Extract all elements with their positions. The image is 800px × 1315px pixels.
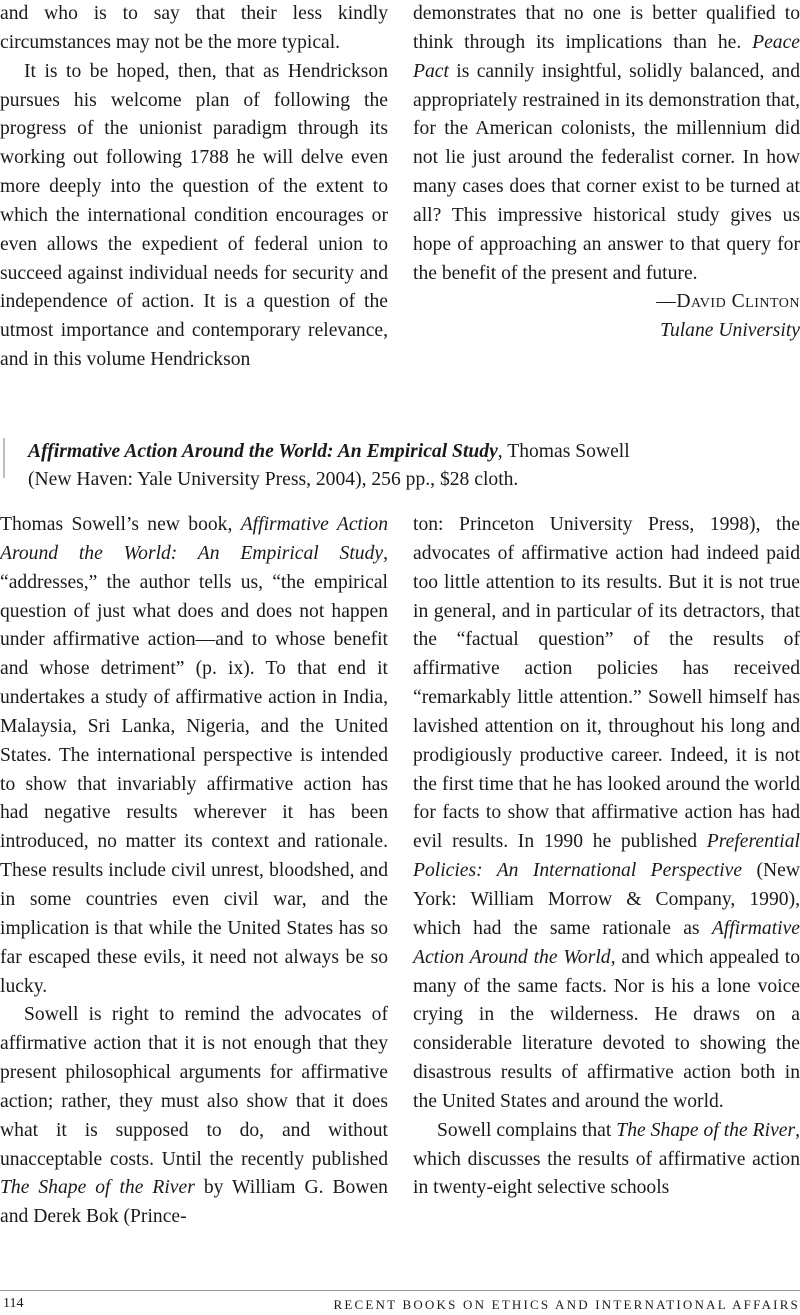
bottom-left-paragraph-1 [0,511,388,1001]
book-title: Affirmative Action Around the World [413,917,800,968]
book-title: The Shape of the River [0,1177,195,1199]
text-run: , “addresses,” the author tells us, “the empirical question of just what does and does not happen under affirmative action—and to whose benefit and whose detriment” (p. ix). To that end it undertakes a study of affirmative action in India, Malaysia, Sri Lanka, Nigeria, and the United States. The international perspective is intended to show that invariably affirmative action has had negative results wherever it has been introduced, no matter its context and rationale. These results include civil unrest, bloodshed, and in some countries even civil war, and the implication is that while the United States has so far escaped these evils, it need not always be so lucky. [0,542,388,997]
bottom-right-paragraph-2 [413,1117,800,1204]
citation-publication: (New Haven: Yale University Press, 2004), 256 pp., $28 cloth. [28,469,519,490]
text-run: demonstrates that no one is better qualified to think through its implications than he. [413,3,800,53]
text-run: (New York: William Morrow & Company, 1990), which had the same rationale as [413,860,800,939]
running-head: RECENT BOOKS ON ETHICS AND INTERNATIONAL AFFAIRS [333,1297,800,1312]
book-title: Preferential Policies: An International Perspective [413,831,800,882]
bottom-right-column [413,511,800,1203]
top-left-paragraph-1: and who is to say that their less kindly circumstances may not be the more typical. [0,3,388,53]
page-number: 114 [3,1296,24,1311]
bottom-right-paragraph-1 [413,511,800,1117]
text-run: Sowell complains that [437,1119,612,1141]
text-run: is cannily insightful, solidly balanced, and appropriately restrained in its demonstration that, for the American colonists, the millennium did not lie just around the federalist corner. In how many cases does that corner exist to be turned at all? This impressive historical study gives us hope of approaching an answer to that query for the benefit of the present and future. [413,60,800,284]
bottom-left-paragraph-2 [0,1001,388,1232]
text-run: Sowell is right to remind the advocates of affirmative action that it is not enough that they present philosophical arguments for affirmative action; rather, they must also show that it does what it is supposed to do, and without unacceptable costs. Until the recently published [0,1004,388,1170]
text-run: , which discusses the results of affirmative action in twenty-eight selective schools [413,1119,800,1199]
book-title: Affirmative Action Around the World: An Empirical Study [0,514,389,564]
citation-line-1 [28,438,630,466]
text-run: Thomas Sowell’s new book, [0,514,233,535]
book-title-peace-pact: Peace Pact [413,31,800,82]
book-title: The Shape of the River [616,1119,796,1141]
citation-author: , Thomas Sowell [497,441,630,462]
top-right-column [413,0,800,346]
review-affiliation: Tulane University [660,320,800,342]
top-left-paragraph-2: It is to be hoped, then, that as Hendrickson pursues his welcome plan of following the progress of the unionist paradigm through its working out following 1788 he will delve even more deeply into the question of the extent to which the international condition encourages or even allows the expedient of federal union to succeed against individual needs for security and independence of action. It is a question of the utmost importance and contemporary relevance, and in this volume Hendrickson [0,60,388,371]
review-author: —David Clinton [656,291,800,313]
text-run: by William G. Bowen and Derek Bok (Prince- [0,1177,388,1228]
bottom-left-column [0,511,388,1232]
text-run: , and which appealed to many of the same facts. Nor is his a lone voice crying in the wilderness. He draws on a considerable literature devoted to showing the disastrous results of affirmative action both in the United States and around the world. [413,946,800,1112]
review-author-affiliation-line [413,317,800,346]
review-author-signature [413,288,800,317]
footer-divider [0,1290,800,1291]
text-run: ton: Princeton University Press, 1998), the advocates of affirmative action had indeed paid too little attention to its results. But it is not true in general, and in particular of its detractors, that the “factual question” of the results of affirmative action policies has received “remarkably little attention.” Sowell himself has lavished attention on it, throughout his long and prodigiously productive career. Indeed, it is not the first time that he has looked around the world for facts to show that affirmative action has had evil results. In 1990 he published [413,514,800,853]
top-left-column [0,0,388,375]
top-right-paragraph-1 [413,0,800,288]
book-citation [0,432,790,492]
citation-title: Affirmative Action Around the World: An Empirical Study [28,441,498,462]
